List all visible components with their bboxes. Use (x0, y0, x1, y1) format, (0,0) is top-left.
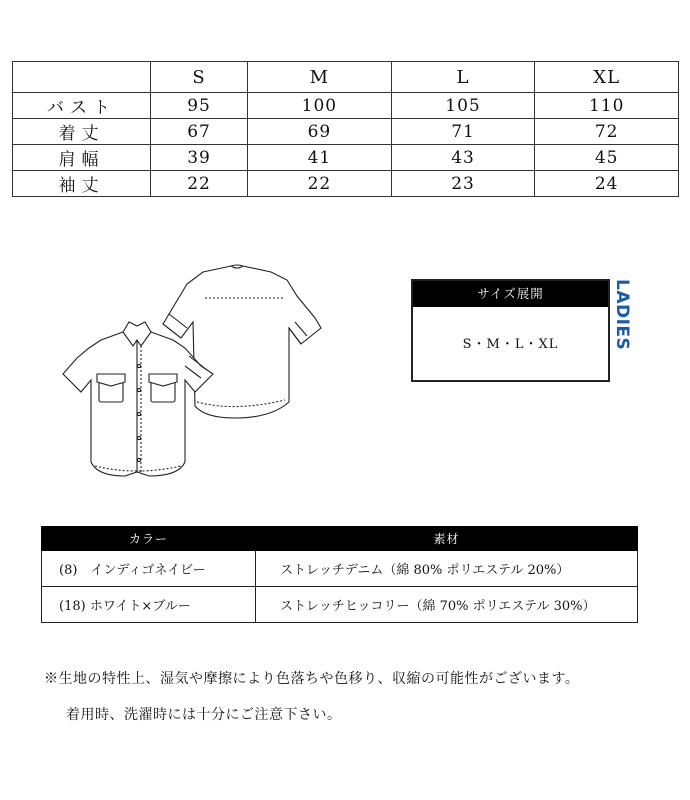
table-row (42, 551, 638, 587)
material-header: 素材 (256, 527, 638, 551)
size-header-xl: XL (535, 62, 679, 93)
table-cell: 24 (535, 171, 679, 197)
size-range-box (411, 279, 610, 382)
table-row (13, 119, 679, 145)
shirt-back-view (163, 265, 321, 418)
size-header-s: S (151, 62, 248, 93)
size-header-m: M (248, 62, 392, 93)
row-label-shoulder: 肩幅 (13, 145, 151, 171)
size-header-l: L (391, 62, 535, 93)
table-row (13, 171, 679, 197)
table-cell: 45 (535, 145, 679, 171)
row-label-sleeve: 袖丈 (13, 171, 151, 197)
row-label-bust: バスト (13, 93, 151, 119)
shirt-illustration (45, 262, 335, 484)
ladies-tag: LADIES (612, 279, 632, 351)
color-header: カラー (42, 527, 256, 551)
color-table-header-row (42, 527, 638, 551)
shirt-front-view (63, 322, 213, 476)
table-cell: 43 (391, 145, 535, 171)
table-cell: 22 (151, 171, 248, 197)
table-cell: 39 (151, 145, 248, 171)
size-table (12, 61, 679, 197)
care-note-1: ※生地の特性上、湿気や摩擦により色落ちや色移り、収縮の可能性がございます。 (44, 671, 580, 687)
color-cell: (18) ホワイト×ブルー (42, 587, 256, 623)
table-cell: 23 (391, 171, 535, 197)
table-cell: 41 (248, 145, 392, 171)
table-cell: 95 (151, 93, 248, 119)
table-row (13, 93, 679, 119)
table-cell: 105 (391, 93, 535, 119)
table-row (13, 145, 679, 171)
size-range-title: サイズ展開 (413, 281, 608, 307)
row-label-length: 着丈 (13, 119, 151, 145)
table-row (42, 587, 638, 623)
care-note-2: 着用時、洗濯時には十分にご注意下さい。 (66, 707, 342, 723)
table-cell: 72 (535, 119, 679, 145)
table-cell: 67 (151, 119, 248, 145)
table-cell: 100 (248, 93, 392, 119)
table-cell: 110 (535, 93, 679, 119)
material-cell: ストレッチデニム（綿 80% ポリエステル 20%） (256, 551, 638, 587)
color-cell: (8) インディゴネイビー (42, 551, 256, 587)
table-cell: 71 (391, 119, 535, 145)
table-cell: 22 (248, 171, 392, 197)
size-range-value: S・M・L・XL (462, 337, 559, 352)
color-material-table (41, 526, 638, 623)
material-cell: ストレッチヒッコリー（綿 70% ポリエステル 30%） (256, 587, 638, 623)
table-cell: 69 (248, 119, 392, 145)
size-table-header-row (13, 62, 679, 93)
size-table-corner (13, 62, 151, 93)
